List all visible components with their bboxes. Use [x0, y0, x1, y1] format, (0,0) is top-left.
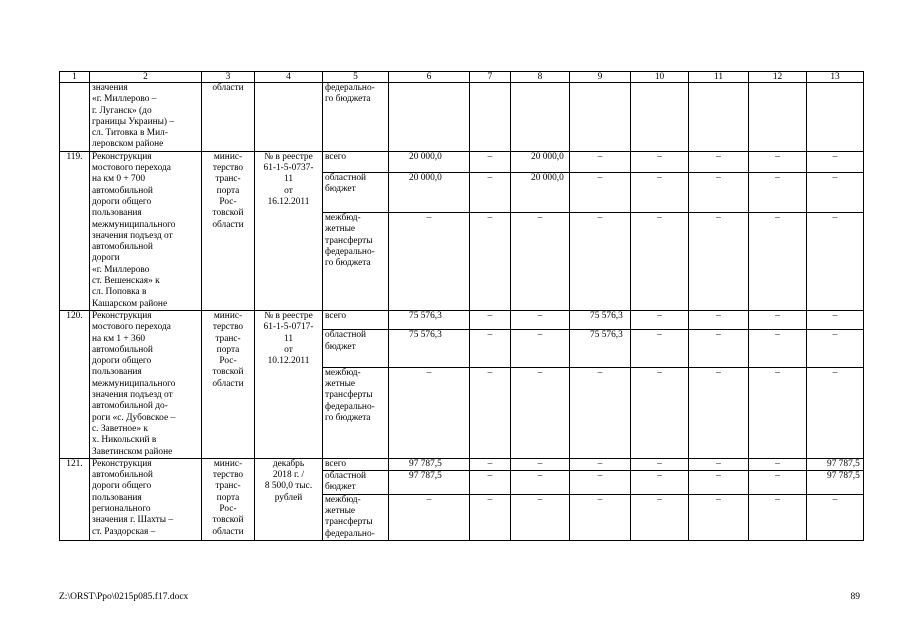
value-cell: –: [807, 212, 864, 310]
value-cell: [631, 83, 689, 152]
object-name: значения «г. Миллерово – г. Луганск» (до границы Украины) – сл. Титовка в Мил- леровском районе: [90, 83, 202, 152]
value-cell: –: [749, 172, 807, 212]
value-cell: 97 787,5: [389, 471, 470, 495]
document-info: № в реестре 61-1-5-0717- 11 от 10.12.2011: [255, 310, 323, 458]
value-cell: –: [807, 172, 864, 212]
value-cell: –: [511, 330, 570, 367]
value-cell: –: [689, 471, 749, 495]
value-cell: 97 787,5: [389, 458, 470, 470]
value-cell: –: [689, 458, 749, 470]
value-cell: 20 000,0: [511, 151, 570, 172]
column-number: 9: [570, 72, 631, 83]
value-cell: –: [631, 172, 689, 212]
object-name: Реконструкция мостового перехода на км 0 + 700 автомобильной дороги общего пользования межмуниципального значения подъезд от автомобильной дороги «г. Миллерово ст. Вешенская» к сл. Поповка в Кашарском районе: [90, 151, 202, 310]
value-cell: –: [389, 494, 470, 540]
value-cell: –: [689, 212, 749, 310]
value-cell: [807, 83, 864, 152]
value-cell: –: [631, 212, 689, 310]
value-cell: 75 576,3: [389, 330, 470, 367]
column-number: 6: [389, 72, 470, 83]
object-name: Реконструкция мостового перехода на км 1 + 360 автомобильной дороги общего пользования межмуниципального значения подъезд от автомобильной до- роги «с. Дубовское – с. Заветное» к х. Никольский в Заветинском районе: [90, 310, 202, 458]
funding-source: областной бюджет: [323, 172, 389, 212]
value-cell: –: [470, 172, 511, 212]
column-number: 11: [689, 72, 749, 83]
value-cell: –: [631, 471, 689, 495]
value-cell: 20 000,0: [389, 151, 470, 172]
column-number: 13: [807, 72, 864, 83]
value-cell: –: [470, 310, 511, 329]
value-cell: 97 787,5: [807, 471, 864, 495]
value-cell: –: [570, 367, 631, 458]
value-cell: 75 576,3: [389, 310, 470, 329]
value-cell: [689, 83, 749, 152]
value-cell: [570, 83, 631, 152]
value-cell: –: [470, 151, 511, 172]
row-number: 120.: [60, 310, 90, 458]
funding-source: межбюд- жетные трансферты федерально-: [323, 494, 389, 540]
value-cell: –: [631, 330, 689, 367]
column-number: 3: [202, 72, 255, 83]
value-cell: –: [470, 458, 511, 470]
funding-source: межбюд- жетные трансферты федерально- го бюджета: [323, 367, 389, 458]
document-info: декабрь 2018 г. / 8 500,0 тыс. рублей: [255, 458, 323, 540]
value-cell: 75 576,3: [570, 310, 631, 329]
funding-source: всего: [323, 310, 389, 329]
value-cell: –: [689, 151, 749, 172]
value-cell: –: [749, 310, 807, 329]
value-cell: –: [470, 367, 511, 458]
funding-source: всего: [323, 458, 389, 470]
value-cell: –: [689, 172, 749, 212]
table-row: [60, 458, 864, 470]
column-number: 10: [631, 72, 689, 83]
value-cell: –: [807, 151, 864, 172]
customer: области: [202, 83, 255, 152]
value-cell: –: [511, 458, 570, 470]
value-cell: 75 576,3: [570, 330, 631, 367]
value-cell: –: [570, 494, 631, 540]
value-cell: –: [807, 494, 864, 540]
value-cell: –: [511, 367, 570, 458]
value-cell: –: [749, 212, 807, 310]
value-cell: –: [470, 494, 511, 540]
value-cell: –: [631, 494, 689, 540]
row-number: [60, 83, 90, 152]
value-cell: –: [749, 151, 807, 172]
value-cell: [470, 83, 511, 152]
budget-table: [59, 71, 864, 541]
file-path: Z:\ORST\Ppo\0215p085.f17.docx: [59, 592, 189, 602]
funding-source: межбюд- жетные трансферты федерально- го бюджета: [323, 212, 389, 310]
continuation-row: [60, 83, 864, 152]
value-cell: –: [511, 494, 570, 540]
value-cell: –: [570, 471, 631, 495]
value-cell: –: [511, 212, 570, 310]
funding-source: областной бюджет: [323, 471, 389, 495]
value-cell: –: [389, 367, 470, 458]
value-cell: –: [749, 367, 807, 458]
column-number: 12: [749, 72, 807, 83]
funding-source: областной бюджет: [323, 330, 389, 367]
value-cell: –: [689, 494, 749, 540]
value-cell: –: [511, 310, 570, 329]
header-row: [60, 72, 864, 83]
column-number: 7: [470, 72, 511, 83]
column-number: 8: [511, 72, 570, 83]
value-cell: –: [631, 458, 689, 470]
row-number: 119.: [60, 151, 90, 310]
value-cell: –: [631, 367, 689, 458]
document-info: [255, 83, 323, 152]
value-cell: 97 787,5: [807, 458, 864, 470]
table-row: [60, 151, 864, 172]
object-name: Реконструкция автомобильной дороги общего пользования регионального значения г. Шахты – ст. Раздорская –: [90, 458, 202, 540]
value-cell: –: [470, 212, 511, 310]
row-number: 121.: [60, 458, 90, 540]
column-number: 1: [60, 72, 90, 83]
column-number: 5: [323, 72, 389, 83]
value-cell: –: [570, 151, 631, 172]
value-cell: –: [689, 310, 749, 329]
value-cell: –: [631, 310, 689, 329]
customer: минис- терство транс- порта Рос- товской области: [202, 458, 255, 540]
column-number: 4: [255, 72, 323, 83]
value-cell: –: [389, 212, 470, 310]
value-cell: –: [470, 330, 511, 367]
value-cell: –: [470, 471, 511, 495]
value-cell: –: [570, 212, 631, 310]
value-cell: 20 000,0: [511, 172, 570, 212]
document-info: № в реестре 61-1-5-0737- 11 от 16.12.2011: [255, 151, 323, 310]
funding-source: всего: [323, 151, 389, 172]
value-cell: [511, 83, 570, 152]
value-cell: –: [807, 310, 864, 329]
value-cell: –: [749, 458, 807, 470]
value-cell: 20 000,0: [389, 172, 470, 212]
value-cell: –: [749, 471, 807, 495]
value-cell: –: [689, 367, 749, 458]
value-cell: –: [807, 367, 864, 458]
value-cell: –: [511, 471, 570, 495]
value-cell: –: [631, 151, 689, 172]
value-cell: –: [570, 458, 631, 470]
customer: минис- терство транс- порта Рос- товской области: [202, 151, 255, 310]
value-cell: –: [570, 172, 631, 212]
value-cell: –: [749, 330, 807, 367]
value-cell: [749, 83, 807, 152]
funding-source: федерально- го бюджета: [323, 83, 389, 152]
value-cell: –: [749, 494, 807, 540]
page-number: 89: [850, 592, 860, 602]
customer: минис- терство транс- порта Рос- товской области: [202, 310, 255, 458]
value-cell: –: [689, 330, 749, 367]
table-row: [60, 310, 864, 329]
value-cell: –: [807, 330, 864, 367]
value-cell: [389, 83, 470, 152]
column-number: 2: [90, 72, 202, 83]
